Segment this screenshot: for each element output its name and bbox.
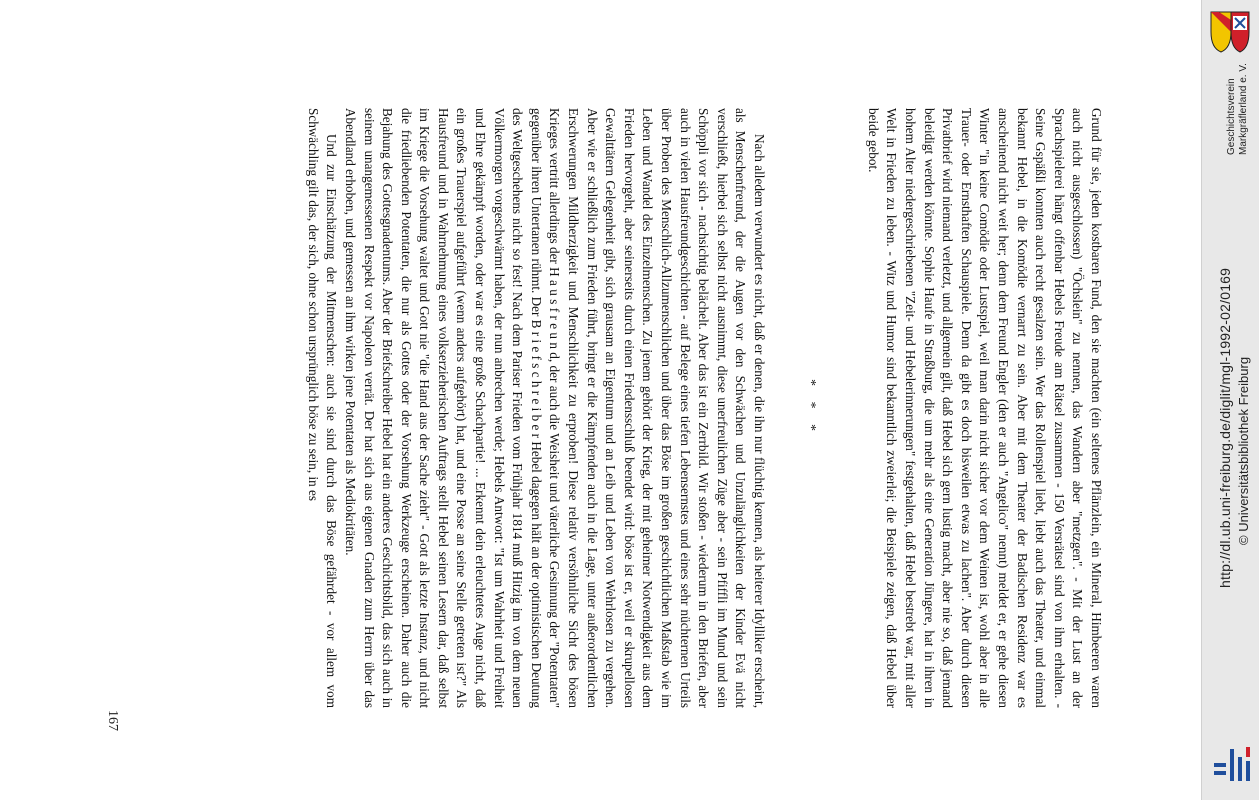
paragraph: Grund für sie, jeden kostbaren Fund, den sie machten (ein seltenes Pflänzlein, ein Mineral, Himbeeren waren auch nicht ausgeschlossen) "Öchslein" zu nennen, das Wandern aber "metzgen". - Mit der Lust an der Sprachspielerei hängt offenbar Hebels Freude am Rätsel zusammen - 150 Versrätsel sind von ihm erhalten. - Seine Gspäßli konnten auch recht gesalzen sein. Wer das Rollenspiel liebt, liebt auch das Theater, und einmal bekannt Hebel, in die Komödie vernarrt zu sein. Aber mit dem Theater der Badischen Residenz war es anscheinend nicht weit her; denn dem Freund Engler (den er auch "Angelico" nennt) meldet er, er gehe diesen Winter "in keine Comödie oder Lustspiel, weil man darin nicht sicher vor dem Weinen ist, wohl aber in alle Trauer- oder Ernsthaften Schauspiele. Denn da gibt es doch bisweilen etwas zu lachen". Aber durch diesen Privatbrief wird niemand verletzt, und allgemein gilt, daß Hebel sich gern lustig macht, aber nie so, daß jemand beleidigt werden könnte. Sophie Haufe in Straßburg, die um mehr als eine Generation Jüngere, hat in ihren in hohem Alter niedergeschriebenen "Zeit- und Hebelerinnerungen" festgehalten, daß Hebel bestrebt war, mit aller Welt in Frieden zu leben. - Witz und Humor sind bekanntlich zweierlei; die Beispiele zeigen, daß Hebel über beide gebot. bbox=[865, 108, 1104, 708]
text-block-top bbox=[863, 108, 1105, 708]
society-name-line1: Geschichtsverein bbox=[1226, 78, 1237, 155]
society-name-line2: Markgräflerland e. V. bbox=[1238, 63, 1249, 155]
coat-of-arms-icon bbox=[1207, 8, 1253, 54]
paragraph: Nach alledem verwundert es nicht, daß er denen, die ihn nur flüchtig kennen, als heiterer Idylliker erscheint, als Menschenfreund, der die Augen vor den Schwächen und Unzulänglichkeiten der Kinder Evä nicht verschließt, hierbei sich selbst nicht ausnimmt, diese unerfreulichen Züge aber - sein Pfiffli im Mund und sein Schöppli vor sich - nachsichtig belächelt. Aber das ist ein Zerrbild. Wir stoßen - wiederum in den Briefen, aber auch in vielen Hausfreundgeschichten - auf Belege eines tiefen Lebensernstes und eines sehr nüchternen Urteils über Proben des Menschlich-Allzumenschlichen und über das Böse im großen geschichtlichen Maßstab wie im Leben und Wandel des Einzelmenschen. Zu jenem gehört der Krieg, der mit geheimer Notwendigkeit aus dem Frieden hervorgeht, aber seinerseits durch einen Friedensschluß beendet wird: böse ist er, weil er skrupellosen Gewalttätern Gelegenheit gibt, sich grausam an Eigentum und an Leib und Leben von Wehrlosen zu vergehen. Aber wie er schließlich zum Frieden führt, bringt er die Kämpfenden auch in die Lage, unter außerordentlichen Erschwerungen Mildherzigkeit und Menschlichkeit zu erproben! Diese relativ versöhnliche Sicht des bösen Krieges vertritt allerdings der H a u s f r e u n d, der auch die Weisheit und väterliche Gesinnung der "Potentaten" gegenüber ihren Untertanen rühmt. Der B r i e f s c h r e i b e r Hebel dagegen hält an der optimistischen Deutung des Weltgeschehens nicht so fest! Nach dem Pariser Frieden vom Frühjahr 1814 muß Hitzig im von dem neuen Völkermorgen vorgeschwärmt haben, der nun anbrechen werde; Hebels Antwort: "Ist um Wahrheit und Freiheit und Ehre gekämpft worden, oder war es eine große Schachpartie! ... Erkennt dein erleuchtetes Auge nicht, daß ein großes Trauerspiel aufgeführt (wenn anders aufgehört) hat, und eine Posse an seine Stelle getreten ist?" Als Hausfreund und in Wahrnehmung eines volkserzieherischen Auftrags stellt Hebel seinen Lesern dar, daß selbst im Kriege die Vorsehung waltet und Gott nie "die Hand aus der Sache zieht" - Gott als letzte Instanz, und nicht die friedliebenden Potentaten, die nur als Gottes oder der Vorsehung Werkzeuge erscheinen. Daher auch die Bejahung des Gottesgnadentums. Aber der Briefschreiber Hebel hat ein anderes Geschichtsbild, das sich auch in seinem unangemessenen Respekt vor Napoleon verrät. Der hat sich aus eigenen Gnaden zum Herrn über das Abendland erhoben, und gemessen an ihm wirken jene Potentaten als Mediokritäten. bbox=[342, 108, 767, 708]
document-url-link[interactable]: http://dl.ub.uni-freiburg.de/diglit/mgl-1992-02/0169 bbox=[1217, 267, 1233, 588]
paragraph: Und zur Einschätzung der Mitmenschen: auch sie sind durch das Böse gefährdet - vor allem vom Schwächling gilt das, der sich, ohne schon ursprünglich böse zu sein, in es bbox=[305, 108, 340, 708]
copyright-notice: © Universitätsbibliothek Freiburg bbox=[1236, 356, 1251, 545]
section-separator: * * * bbox=[803, 379, 818, 437]
library-logo-icon bbox=[1212, 745, 1254, 785]
page-number: 167 bbox=[105, 710, 120, 731]
text-block-bottom bbox=[303, 108, 768, 708]
